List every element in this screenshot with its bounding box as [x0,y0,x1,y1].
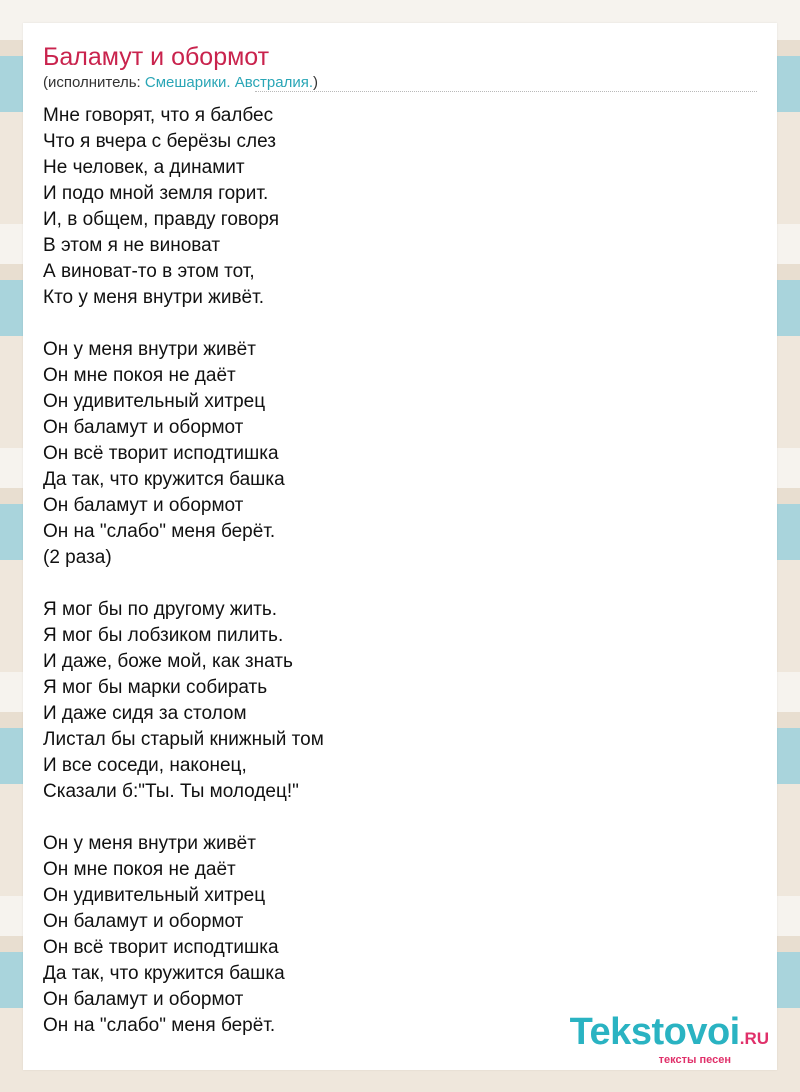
lyric-line: И даже, боже мой, как знать [43,651,293,672]
lyric-line: Он у меня внутри живёт [43,339,256,360]
lyric-line: Он баламут и обормот [43,495,244,516]
performer-suffix: ) [313,74,319,91]
verse-1 [43,103,324,311]
lyric-line: Да так, что кружится башка [43,469,285,490]
lyrics-sheet [23,23,777,1070]
chorus-2 [43,831,324,1039]
stanza-gap [43,311,324,337]
song-title: Баламут и обормот [43,43,270,71]
lyric-line: Он мне покоя не даёт [43,859,236,880]
lyric-line: Я мог бы лобзиком пилить. [43,625,284,646]
lyric-line: И, в общем, правду говоря [43,209,279,230]
lyric-line: Я мог бы по другому жить. [43,599,278,620]
lyric-line: Он баламут и обормот [43,417,244,438]
lyric-line: Кто у меня внутри живёт. [43,287,264,308]
lyric-line: Он у меня внутри живёт [43,833,256,854]
lyric-line: Он на "слабо" меня берёт. [43,1015,276,1036]
lyric-line: Он баламут и обормот [43,911,244,932]
lyric-line: Сказали б:"Ты. Ты молодец!" [43,781,299,802]
logo-tagline: тексты песен [658,1054,731,1066]
performer-line [43,73,318,93]
lyric-line: Что я вчера с берёзы слез [43,131,276,152]
lyric-line: И все соседи, наконец, [43,755,247,776]
lyric-line: В этом я не виноват [43,235,221,256]
lyric-line: Я мог бы марки собирать [43,677,268,698]
logo-name: Tekstovoi [569,1011,740,1053]
lyric-line: Не человек, а динамит [43,157,245,178]
performer-link[interactable]: Смешарики. Австралия. [144,74,314,91]
stanza-gap [43,571,324,597]
lyric-line: Он всё творит исподтишка [43,443,279,464]
chorus-1 [43,337,324,571]
verse-2 [43,597,324,805]
lyric-line: Он удивительный хитрец [43,391,266,412]
lyric-line: Он мне покоя не даёт [43,365,236,386]
lyric-line: Листал бы старый книжный том [43,729,324,750]
lyric-line: И подо мной земля горит. [43,183,269,204]
logo-wordmark [569,1011,769,1058]
repeat-note: (2 раза) [43,547,112,568]
site-logo[interactable] [569,1011,769,1066]
performer-prefix: (исполнитель: [43,74,145,91]
lyric-line: Мне говорят, что я балбес [43,105,274,126]
lyrics-body [43,103,324,1039]
lyric-line: Он на "слабо" меня берёт. [43,521,276,542]
lyric-line: А виноват-то в этом тот, [43,261,255,282]
stanza-gap [43,805,324,831]
lyric-line: Он всё творит исподтишка [43,937,279,958]
title-divider [255,91,757,92]
lyric-line: Он удивительный хитрец [43,885,266,906]
lyric-line: Да так, что кружится башка [43,963,285,984]
lyric-line: И даже сидя за столом [43,703,247,724]
lyric-line: Он баламут и обормот [43,989,244,1010]
logo-tld: .RU [739,1029,769,1048]
